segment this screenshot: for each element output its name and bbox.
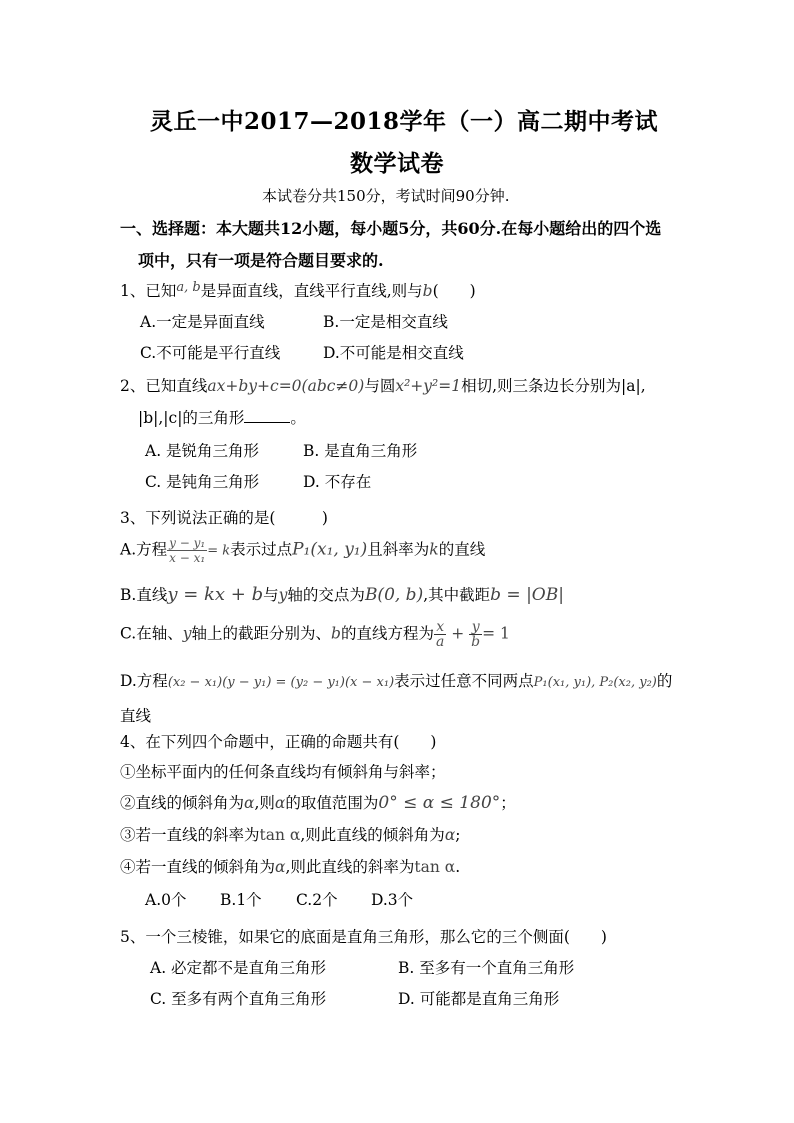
q4-option-b: B.1个 xyxy=(220,891,262,909)
q5-option-a: A. 必定都不是直角三角形 xyxy=(150,959,327,977)
q4-s2-mid2: 的取值范围为 xyxy=(285,794,379,812)
q3-option-c: C.在轴、y轴上的截距分别为、b的直线方程为 $\frac{x}{a}$ + $\frac{y}{b}$ = 1 xyxy=(120,619,510,650)
q1-option-b: B.一定是相交直线 xyxy=(323,313,448,331)
q1-option-c: C.不可能是平行直线 xyxy=(140,344,281,362)
q3-d-prefix: D.方程 xyxy=(120,672,168,690)
q4-s3-prefix: ③若一直线的斜率为 xyxy=(120,826,260,844)
q4-s2-alpha: α xyxy=(244,794,255,812)
q3-b-mid2: 轴的交点为 xyxy=(287,586,365,604)
q4-statement-3 xyxy=(120,823,461,845)
q3-a-eq: = k xyxy=(207,543,231,559)
q2-option-b: B. 是直角三角形 xyxy=(303,442,418,460)
q2-line2-start: |b|,|c|的三角形 xyxy=(138,409,245,427)
q3-a-prefix: A.方程 xyxy=(120,540,168,559)
q3-b-mid3: ,其中截距 xyxy=(423,586,491,604)
q4-statement-4 xyxy=(120,855,460,877)
q1-b: b xyxy=(422,282,433,300)
q3-c-y: y xyxy=(182,624,192,643)
q4-option-c: C.2个 xyxy=(296,891,338,909)
q3-c-mid2: 的直线方程为 xyxy=(340,624,434,643)
q4-statement-2 xyxy=(120,791,516,813)
q3-b-intercept: b = |OB| xyxy=(490,585,564,605)
q3-a-denominator: x − x₁ xyxy=(169,551,206,565)
q4-s2-tail: ； xyxy=(500,794,516,812)
q3-a-mid: 表示过点 xyxy=(230,540,293,559)
q1-paren: ( ) xyxy=(432,282,476,300)
q3-d-equation: (x₂ − x₁)(y − y₁) = (y₂ − y₁)(x − x₁) xyxy=(167,675,395,690)
q1-mid: 是异面直线，直线平行直线,则与 xyxy=(200,282,423,300)
q3-c-prefix: C.在轴、 xyxy=(120,624,183,643)
q3-d-tail: 的 xyxy=(656,672,673,690)
q3-c-eq-tail: = 1 xyxy=(482,624,510,643)
q2-line-equation: ax+by+c=0(abc≠0) xyxy=(207,377,365,395)
q3-option-d xyxy=(120,669,672,691)
q3-b-equation: y = kx + b xyxy=(167,584,264,605)
q4-s4-mid: ,则此直线的斜率为 xyxy=(285,858,415,876)
q3-b-prefix: B.直线 xyxy=(120,586,168,604)
q4-s2-range: 0° ≤ α ≤ 180° xyxy=(378,793,501,813)
q3-a-numerator: y − y₁ xyxy=(169,536,206,550)
q3-c-x: x xyxy=(434,620,446,635)
q4-s2-prefix: ②直线的倾斜角为 xyxy=(120,794,245,812)
q5-option-c: C. 至多有两个直角三角形 xyxy=(150,990,327,1008)
q2-option-d: D. 不存在 xyxy=(303,473,372,491)
q5-option-b: B. 至多有一个直角三角形 xyxy=(398,959,575,977)
exam-subtitle: 数学试卷 xyxy=(350,150,444,177)
q2-line2-end: 。 xyxy=(290,409,306,427)
q3-c-frac-x xyxy=(434,620,446,649)
q4-s3-mid: ,则此直线的倾斜角为 xyxy=(300,826,445,844)
question-4-stem: 4、在下列四个命题中，正确的命题共有( ) xyxy=(120,733,437,751)
q3-c-y2: y xyxy=(469,620,482,635)
q4-s3-tan: tan α xyxy=(259,826,301,844)
q3-c-b2: b xyxy=(471,634,481,650)
question-3-stem: 3、下列说法正确的是( ) xyxy=(120,509,328,527)
q4-s3-tail: ; xyxy=(455,826,461,844)
q2-tail: 相切,则三条边长分别为|a|, xyxy=(461,377,646,395)
section-heading-line1: 一、选择题：本大题共12小题，每小题5分，共60分.在每小题给出的四个选 xyxy=(120,219,662,238)
question-2-stem xyxy=(120,374,646,396)
q4-option-d: D.3个 xyxy=(371,891,414,909)
q1-option-a: A.一定是异面直线 xyxy=(140,313,265,331)
q2-prefix: 2、已知直线 xyxy=(120,377,208,395)
q3-b-point: B(0, b) xyxy=(364,585,424,605)
q2-mid: 与圆 xyxy=(364,377,396,395)
q4-s4-prefix: ④若一直线的倾斜角为 xyxy=(120,858,276,876)
q3-c-a: a xyxy=(435,634,445,650)
q4-s3-alpha: α xyxy=(444,826,456,844)
q3-option-a xyxy=(120,536,485,565)
q3-d-points: P₁(x₁, y₁), P₂(x₂, y₂) xyxy=(533,675,657,690)
q3-b-mid: 与 xyxy=(263,586,279,604)
exam-info: 本试卷分共150分，考试时间90分钟. xyxy=(262,187,510,205)
q3-d-mid: 表示过任意不同两点 xyxy=(394,672,534,690)
q4-s4-alpha: α xyxy=(275,858,286,876)
q3-b-y: y xyxy=(278,586,288,604)
q2-answer-blank xyxy=(244,408,290,423)
q4-statement-1: ①坐标平面内的任何条直线均有倾斜角与斜率； xyxy=(120,763,446,781)
q1-prefix: 1、已知 xyxy=(120,282,177,300)
section-heading-line2: 项中，只有一项是符合题目要求的. xyxy=(138,251,384,270)
q4-s2-alpha2: α xyxy=(274,794,286,812)
q3-option-b xyxy=(120,583,564,605)
q4-s4-tail: . xyxy=(455,858,461,876)
q1-vars: a, b xyxy=(176,280,201,295)
q3-a-point: P₁(x₁, y₁) xyxy=(292,539,368,560)
q4-s2-mid: ,则 xyxy=(254,794,275,812)
q3-c-mid: 轴上的截距分别为、 xyxy=(191,624,332,643)
q2-option-a: A. 是锐角三角形 xyxy=(145,442,260,460)
q4-option-a: A.0个 xyxy=(145,891,187,909)
q3-c-frac-y xyxy=(469,620,482,649)
q3-c-b: b xyxy=(331,624,341,643)
question-2-line2 xyxy=(138,406,306,428)
q2-option-c: C. 是钝角三角形 xyxy=(145,473,260,491)
q3-a-tail: 的直线 xyxy=(438,540,486,559)
exam-title: 灵丘一中2017—2018学年（一）高二期中考试 xyxy=(150,108,659,135)
question-1-stem xyxy=(120,279,476,301)
question-5-stem: 5、一个三棱锥，如果它的底面是直角三角形，那么它的三个侧面( ) xyxy=(120,928,607,946)
q3-a-fraction xyxy=(167,536,207,565)
q2-circle-equation: x²+y²=1 xyxy=(395,377,462,395)
q1-option-d: D.不可能是相交直线 xyxy=(323,344,464,362)
q3-a-mid2: 且斜率为 xyxy=(367,540,430,559)
q3-option-d-line2: 直线 xyxy=(120,707,152,725)
q5-option-d: D. 可能都是直角三角形 xyxy=(398,990,560,1008)
q4-s4-tan: tan α xyxy=(414,858,456,876)
q3-a-k: k xyxy=(429,540,439,559)
